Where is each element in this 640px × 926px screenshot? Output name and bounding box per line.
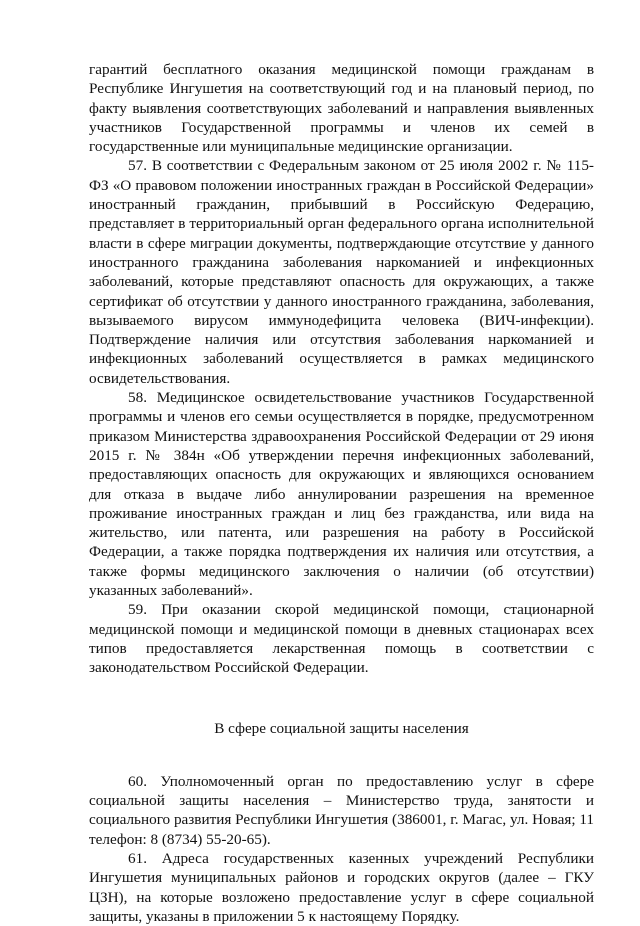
paragraph-57: 57. В соответствии с Федеральным законом от 25 июля 2002 г. № 115-ФЗ «О правовом положении иностранных граждан в Российской Федерации» иностранный гражданин, прибывший в Российскую Федерацию, представляет в территориальный орган федерального органа исполнительной власти в сфере миграции документы, подтверждающие отсутствие у данного иностранного гражданина заболевания наркоманией и инфекционных заболеваний, которые представляют опасность для окружающих, а также сертификат об отсутствии у данного иностранного гражданина, заболевания, вызываемого вирусом иммунодефицита человека (ВИЧ-инфекции). Подтверждение наличия или отсутствия заболевания наркоманией и инфекционных заболеваний осуществляется в рамках медицинского освидетельствования. [89, 157, 594, 387]
paragraph-58: 58. Медицинское освидетельствование участников Государственной программы и членов его семьи осуществляется в порядке, предусмотренном приказом Министерства здравоохранения Российской Федерации от 29 июня 2015 г. № 384н «Об утверждении перечня инфекционных заболеваний, предоставляющих опасность для окружающих и являющихся основанием для отказа в выдаче либо аннулировании разрешения на временное проживание иностранных граждан и лиц без гражданства, или вида на жительство, или патента, или разрешения на работу в Российской Федерации, а также порядка подтверждения их наличия или отсутствия, а также формы медицинского заключения о наличии (об отсутствии) указанных заболеваний». [89, 389, 594, 600]
section-heading: В сфере социальной защиты населения [214, 719, 469, 737]
paragraph-60: 60. Уполномоченный орган по предоставлению услуг в сфере социальной защиты населения – Министерство труда, занятости и социального развития Республики Ингушетия (386001, г. Магас, ул. Новая; 11 телефон: 8 (8734) 55-20-65). [89, 772, 594, 848]
paragraph-59: 59. При оказании скорой медицинской помощи, стационарной медицинской помощи и медицинской помощи в дневных стационарах всех типов предоставляется лекарственная помощь в соответствии с законодательством Российской Федерации. [89, 601, 594, 677]
paragraph-61: 61. Адреса государственных казенных учреждений Республики Ингушетия муниципальных районов и городских округов (далее – ГКУ ЦЗН), на которые возложено предоставление услуг в сфере социальной защиты, указаны в приложении 5 к настоящему Порядку. [89, 849, 594, 925]
paragraph-continuation: гарантий бесплатного оказания медицинской помощи гражданам в Республике Ингушетия на соответствующий год и на плановый период, по факту выявления соответствующих заболеваний и направления выявленных участников Государственной программы и членов их семей в государственные или муниципальные медицинские организации. [89, 61, 594, 156]
